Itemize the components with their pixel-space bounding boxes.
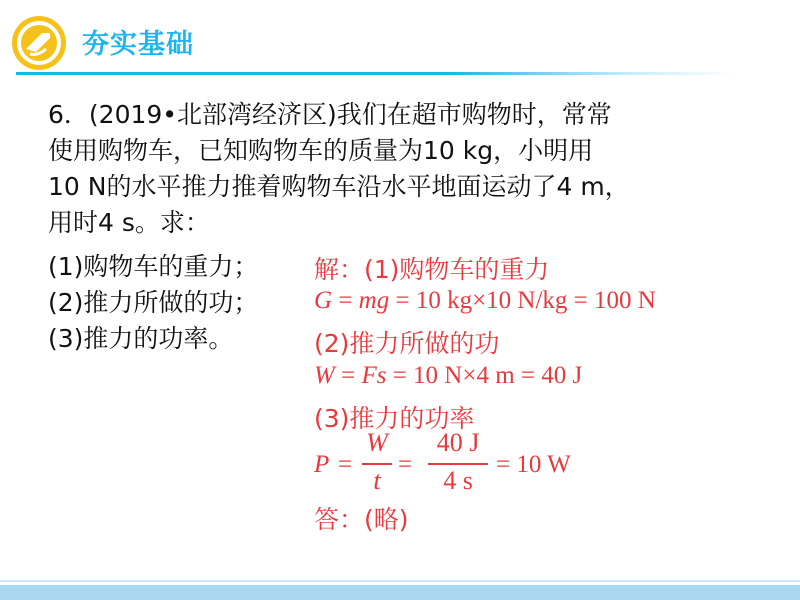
gravity-value: = 10 kg×10 N/kg = 100 N [389, 287, 656, 314]
pen-writing-icon [12, 16, 66, 70]
fraction-1-denominator: t [373, 466, 381, 495]
fraction-1-numerator: W [366, 428, 388, 457]
power-equals-1: = [338, 451, 353, 478]
question-line-1: 6．(2019•北部湾经济区)我们在超市购物时，常常 [48, 100, 612, 129]
header [0, 0, 800, 80]
power-equals-2: = [398, 451, 413, 478]
work-formula [314, 362, 582, 390]
question-text [48, 97, 768, 241]
answer-conclusion: 答：(略) [314, 505, 409, 534]
power-variable: P [314, 451, 330, 478]
answer-line-3: (2)推力所做的功 [314, 329, 500, 358]
gravity-equals: = [332, 287, 359, 314]
gravity-mg: mg [358, 287, 390, 314]
work-value: = 10 N×4 m = 40 J [386, 362, 583, 389]
gravity-variable: G [314, 287, 333, 314]
work-variable: W [314, 362, 335, 389]
question-line-2: 使用购物车，已知购物车的质量为10 kg，小明用 [48, 136, 594, 165]
power-result: = 10 W [496, 451, 571, 478]
fraction-2-bar [428, 463, 488, 465]
answer-line-5: (3)推力的功率 [314, 404, 475, 433]
fraction-1-bar [362, 463, 392, 465]
question-line-4: 用时4 s。求： [48, 208, 210, 237]
sub-question-1: (1)购物车的重力； [48, 252, 259, 281]
work-fs: Fs [361, 362, 387, 389]
work-equals: = [334, 362, 362, 389]
header-divider [16, 72, 736, 75]
sub-question-3: (3)推力的功率。 [48, 324, 234, 353]
footer-band [0, 585, 800, 600]
sub-question-2: (2)推力所做的功； [48, 288, 259, 317]
fraction-2-numerator: 40 J [436, 428, 480, 457]
question-line-3: 10 N的水平推力推着购物车沿水平地面运动了4 m， [48, 172, 630, 201]
answer-line-1: 解：(1)购物车的重力 [314, 255, 550, 284]
fraction-2-denominator: 4 s [443, 466, 473, 495]
section-title: 夯实基础 [82, 29, 194, 60]
gravity-formula [314, 287, 656, 315]
footer-divider [0, 580, 800, 582]
